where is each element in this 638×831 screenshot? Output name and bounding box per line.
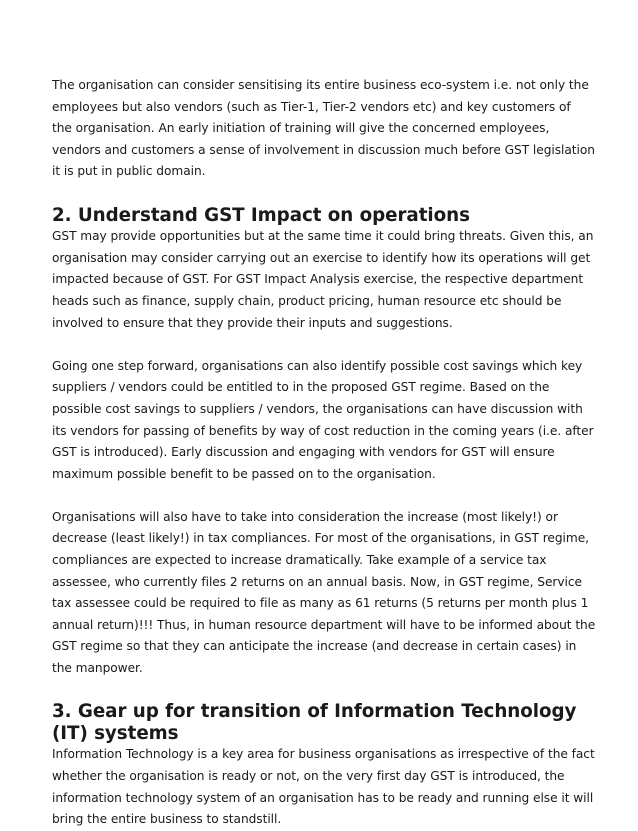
text-line: vendors and customers a sense of involvement in discussion much before GST legislation [52, 142, 595, 157]
text-line: the manpower. [52, 661, 143, 676]
text-line: its vendors for passing of benefits by way of cost reduction in the coming years (i.e. after [52, 423, 594, 438]
text-line: tax assessee could be required to file as many as 61 returns (5 returns per month plus 1 [52, 596, 589, 611]
text-line: whether the organisation is ready or not, on the very first day GST is introduced, the [52, 769, 565, 783]
section-3-heading: 3. Gear up for transition of Information Technology (IT) systems [52, 701, 577, 744]
text-line: Going one step forward, organisations can also identify possible cost savings which key [52, 358, 583, 373]
text-line: GST regime so that they can anticipate the increase (and decrease in certain cases) in [52, 639, 577, 654]
text-line: impacted because of GST. For GST Impact Analysis exercise, the respective department [52, 272, 584, 287]
section-2-heading: 2. Understand GST Impact on operations [52, 204, 470, 226]
text-line: Organisations will also have to take into consideration the increase (most likely!) or [52, 509, 558, 524]
text-line: suppliers / vendors could be entitled to in the proposed GST regime. Based on the [52, 380, 550, 395]
text-line: GST may provide opportunities but at the same time it could bring threats. Given this, an [52, 229, 594, 244]
section-2-paragraph-2 [52, 356, 594, 486]
text-line: compliances are expected to increase dramatically. Take example of a service tax [52, 553, 547, 568]
text-line: maximum possible benefit to be passed on to the organisation. [52, 466, 436, 481]
section-2-paragraph-3 [52, 507, 596, 680]
section-3-paragraph-1 [52, 744, 595, 830]
text-line: possible cost savings to suppliers / vendors, the organisations can have discussion with [52, 401, 583, 416]
text-line: annual return)!!! Thus, in human resource department will have to be informed about the [52, 617, 596, 632]
text-line: The organisation can consider sensitising its entire business eco-system i.e. not only the [52, 78, 589, 92]
text-line: employees but also vendors (such as Tier-1, Tier-2 vendors etc) and key customers of [52, 99, 571, 114]
text-line: information technology system of an organisation has to be ready and running else it will [52, 790, 594, 805]
document-body [52, 75, 596, 831]
text-line: GST is introduced). Early discussion and engaging with vendors for GST will ensure [52, 445, 555, 460]
intro-paragraph [52, 75, 595, 183]
text-line: the organisation. An early initiation of training will give the concerned employees, [52, 121, 550, 136]
text-line: organisation may consider carrying out an exercise to identify how its operations will get [52, 250, 591, 265]
text-line: heads such as finance, supply chain, product pricing, human resource etc should be [52, 293, 562, 308]
section-2-paragraph-1 [52, 226, 594, 334]
text-line: bring the entire business to standstill. [52, 812, 282, 827]
text-line: decrease (least likely!) in tax compliances. For most of the organisations, in GST regime, [52, 531, 589, 546]
text-line: Information Technology is a key area for business organisations as irrespective of the fact [52, 747, 595, 762]
text-line: assessee, who currently files 2 returns on an annual basis. Now, in GST regime, Service [52, 574, 582, 589]
text-line: involved to ensure that they provide their inputs and suggestions. [52, 315, 453, 330]
text-line: it is put in public domain. [52, 164, 206, 179]
